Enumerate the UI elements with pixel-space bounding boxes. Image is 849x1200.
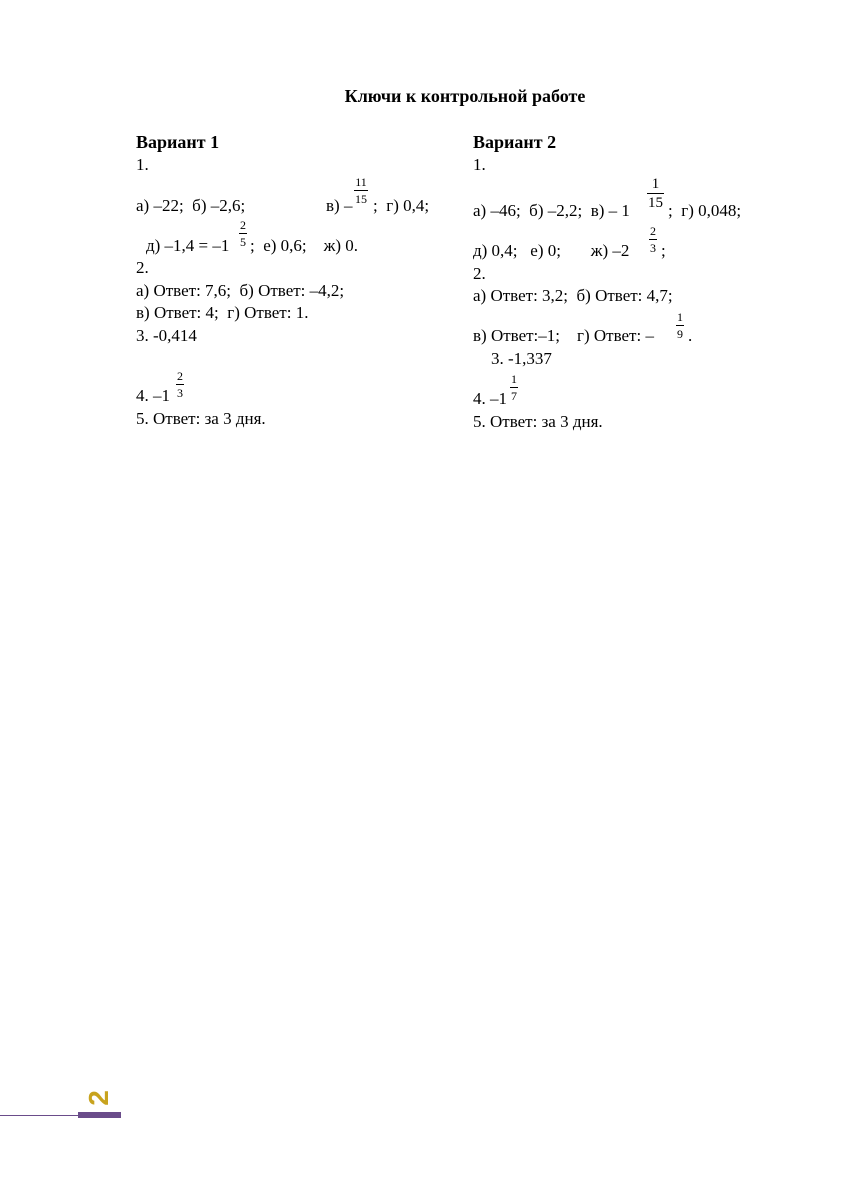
page-title: Ключи к контрольной работе xyxy=(344,86,586,106)
v1-answer-5: 5. Ответ: за 3 дня. xyxy=(136,409,266,428)
v1-answer-4: 4. –1 xyxy=(136,386,170,405)
v2-answer-2b: в) Ответ:–1; г) Ответ: – xyxy=(473,326,654,345)
v2-question-2: 2. xyxy=(473,264,486,283)
v2-answer-1-row-a: а) –46; б) –2,2; в) – 1 xyxy=(473,201,630,220)
variant-1-heading: Вариант 1 xyxy=(136,132,220,152)
v1-question-1: 1. xyxy=(136,155,149,174)
v2-fraction-1-15 xyxy=(647,176,664,211)
fraction-numerator: 1 xyxy=(511,372,517,386)
v1-answer-2b: в) Ответ: 4; г) Ответ: 1. xyxy=(136,303,309,322)
v2-answer-4: 4. –1 xyxy=(473,389,507,408)
fraction-denominator: 15 xyxy=(355,192,367,206)
fraction-denominator: 5 xyxy=(240,235,246,249)
v2-question-1: 1. xyxy=(473,155,486,174)
v2-answer-1-row-a-end: ; г) 0,048; xyxy=(668,201,742,220)
v1-answer-2a: а) Ответ: 7,6; б) Ответ: –4,2; xyxy=(136,281,345,300)
footer-rule xyxy=(0,1115,78,1116)
v2-answer-1-row-d-end: ; xyxy=(661,241,666,260)
v2-fraction-1-7 xyxy=(510,372,518,403)
v1-answer-1-row-a-end: ; г) 0,4; xyxy=(373,196,430,215)
v1-question-2: 2. xyxy=(136,258,149,277)
v1-answer-3: 3. -0,414 xyxy=(136,326,197,345)
page-number: 2 xyxy=(83,1090,114,1106)
v1-answer-1-row-a-v: в) – xyxy=(326,196,353,215)
fraction-numerator: 2 xyxy=(240,218,246,232)
v1-answer-1-row-d: д) –1,4 = –1 xyxy=(146,236,230,255)
v1-answer-1-row-d-end: ; е) 0,6; ж) 0. xyxy=(250,236,359,255)
v2-fraction-1-9 xyxy=(676,310,684,341)
fraction-denominator: 9 xyxy=(677,327,683,341)
fraction-denominator: 15 xyxy=(648,195,663,211)
fraction-numerator: 11 xyxy=(355,175,367,189)
fraction-numerator: 1 xyxy=(677,310,683,324)
fraction-numerator: 1 xyxy=(647,176,664,194)
v2-answer-2b-end: . xyxy=(688,326,693,345)
v1-fraction-11-15 xyxy=(354,175,368,206)
v1-fraction-2-3 xyxy=(176,369,184,400)
v2-fraction-2-3 xyxy=(649,224,657,255)
fraction-denominator: 3 xyxy=(650,241,656,255)
v2-answer-2a: а) Ответ: 3,2; б) Ответ: 4,7; xyxy=(473,286,673,305)
fraction-numerator: 2 xyxy=(177,369,183,383)
v2-answer-1-row-d: д) 0,4; е) 0; ж) –2 xyxy=(473,241,630,260)
v1-answer-1-row-a-start: а) –22; б) –2,6; xyxy=(136,196,246,215)
fraction-denominator: 3 xyxy=(177,386,183,400)
fraction-numerator: 2 xyxy=(650,224,656,238)
v1-fraction-2-5 xyxy=(239,218,247,249)
v2-answer-3: 3. -1,337 xyxy=(491,349,552,368)
variant-2-heading: Вариант 2 xyxy=(473,132,557,152)
fraction-denominator: 7 xyxy=(511,389,517,403)
v2-answer-5: 5. Ответ: за 3 дня. xyxy=(473,412,603,431)
